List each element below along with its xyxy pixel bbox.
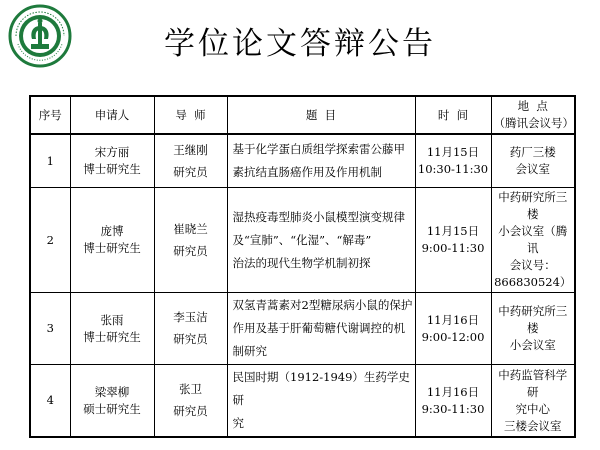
applicant-cell xyxy=(70,188,154,293)
table-row xyxy=(30,293,575,365)
defense-time: 9:00-11:30 xyxy=(421,241,485,255)
place-line: 小会议室 xyxy=(509,338,556,352)
place-line: 中药监管科学研 xyxy=(498,367,568,399)
advisor-cell xyxy=(154,365,227,438)
advisor-cell xyxy=(154,293,227,365)
advisor-title: 研究员 xyxy=(173,404,208,418)
seq-cell: 3 xyxy=(30,293,70,365)
defense-date: 11月16日 xyxy=(426,312,480,327)
advisor-title: 研究员 xyxy=(173,332,208,346)
applicant-cell xyxy=(70,293,154,365)
topic-line: 作用及基于肝葡萄糖代谢调控的机 xyxy=(232,321,405,335)
place-cell xyxy=(491,134,575,188)
applicant-cell xyxy=(70,134,154,188)
table-row xyxy=(30,188,575,293)
topic-cell xyxy=(227,188,415,293)
defense-time: 9:00-12:00 xyxy=(421,329,485,344)
time-cell xyxy=(415,188,491,293)
topic-line: 制研究 xyxy=(232,344,267,358)
defense-schedule-table xyxy=(29,95,576,438)
place-cell xyxy=(491,365,575,438)
defense-date: 11月15日 xyxy=(426,224,480,238)
place-line: 究中心 xyxy=(515,401,550,416)
seq-cell: 4 xyxy=(30,365,70,438)
place-line: 中药研究所三楼 xyxy=(498,190,568,221)
table-row xyxy=(30,365,575,438)
header-time: 时 间 xyxy=(415,96,491,134)
header-advisor: 导 师 xyxy=(154,96,227,134)
topic-cell xyxy=(227,365,415,438)
applicant-degree: 博士研究生 xyxy=(83,162,141,176)
place-line: 866830524） xyxy=(494,275,572,289)
advisor-name: 崔晓兰 xyxy=(173,221,208,236)
applicant-cell xyxy=(70,365,154,438)
applicant-degree: 博士研究生 xyxy=(83,241,141,255)
topic-line: 素抗结直肠癌作用及作用机制 xyxy=(232,165,382,179)
topic-line: 究 xyxy=(232,416,244,430)
place-line: 会议室 xyxy=(515,162,550,176)
applicant-name: 庞博 xyxy=(100,224,124,238)
applicant-name: 梁翠柳 xyxy=(94,384,130,399)
applicant-name: 张雨 xyxy=(100,312,124,327)
place-line: 药厂三楼 xyxy=(509,145,556,159)
applicant-degree: 博士研究生 xyxy=(83,329,141,344)
advisor-name: 张卫 xyxy=(179,382,202,396)
applicant-degree: 硕士研究生 xyxy=(83,401,141,416)
defense-date: 11月16日 xyxy=(426,384,480,399)
page-title: 学位论文答辩公告 xyxy=(164,26,436,62)
topic-line: 治法的现代生物学机制初探 xyxy=(232,255,371,270)
topic-line: 基于化学蛋白质组学探索雷公藤甲 xyxy=(232,142,405,156)
seq-cell: 1 xyxy=(30,134,70,188)
advisor-name: 李玉洁 xyxy=(173,310,208,324)
advisor-title: 研究员 xyxy=(173,164,208,179)
topic-cell xyxy=(227,293,415,365)
advisor-cell xyxy=(154,134,227,188)
time-cell xyxy=(415,134,491,188)
place-cell xyxy=(491,188,575,293)
place-line: 小会议室（腾讯 xyxy=(498,224,568,255)
time-cell xyxy=(415,293,491,365)
place-line: 三楼会议室 xyxy=(504,418,562,433)
advisor-title: 研究员 xyxy=(173,243,208,258)
topic-line: 民国时期（1912-1949）生药学史研 xyxy=(232,370,410,407)
time-cell xyxy=(415,365,491,438)
topic-line: 双氢青蒿素对2型糖尿病小鼠的保护 xyxy=(232,298,413,312)
header-place xyxy=(491,96,575,134)
applicant-name: 宋方丽 xyxy=(94,145,130,159)
place-cell xyxy=(491,293,575,365)
place-line: 中药研究所三楼 xyxy=(498,304,568,335)
advisor-cell xyxy=(154,188,227,293)
defense-time: 10:30-11:30 xyxy=(417,162,489,176)
header-seq: 序号 xyxy=(30,96,70,134)
defense-date: 11月15日 xyxy=(426,145,480,159)
table-row xyxy=(30,134,575,188)
header-place-label: 地 点 xyxy=(517,99,548,113)
topic-line: 湿热疫毒型肺炎小鼠模型演变规律 xyxy=(232,209,405,224)
topic-line: 及“宣肺”、“化湿”、“解毒” xyxy=(232,232,372,247)
advisor-name: 王继刚 xyxy=(173,142,208,157)
defense-time: 9:30-11:30 xyxy=(421,401,485,416)
topic-cell xyxy=(227,134,415,188)
header-topic: 题 目 xyxy=(227,96,415,134)
place-line: 会议号： xyxy=(509,258,556,272)
header-place-note: （腾讯会议号） xyxy=(493,116,574,130)
seq-cell: 2 xyxy=(30,188,70,293)
table-header-row xyxy=(30,96,575,134)
header-applicant: 申请人 xyxy=(70,96,154,134)
